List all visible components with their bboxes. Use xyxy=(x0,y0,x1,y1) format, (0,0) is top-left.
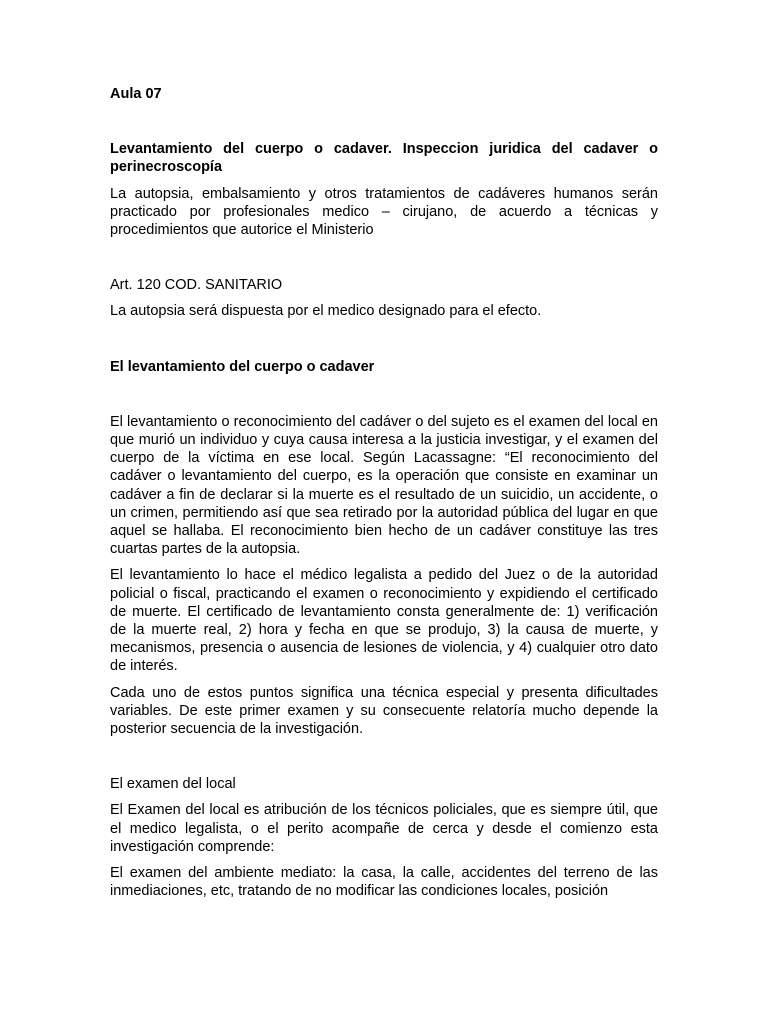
body-paragraph: Cada uno de estos puntos significa una técnica especial y presenta dificultades variables. De este primer examen y su consecuente relatoría mucho depende la posterior secuencia de la investigación. xyxy=(110,684,658,738)
local-heading: El examen del local xyxy=(110,776,236,793)
body-paragraph: El Examen del local es atribución de los técnicos policiales, que es siempre útil, que el medico legalista, o el perito acompañe de cerca y desde el comienzo esta investigación comprende: xyxy=(110,802,658,855)
intro-paragraph: La autopsia, embalsamiento y otros tratamientos de cadáveres humanos serán practicado por profesionales medico – cirujano, de acuerdo a técnicas y procedimientos que autorice el Ministerio xyxy=(110,185,658,239)
class-title: Aula 07 xyxy=(110,86,162,102)
article-text: La autopsia será dispuesta por el medico designado para el efecto. xyxy=(110,303,542,320)
body-paragraph: El examen del ambiente mediato: la casa, la calle, accidentes del terreno de las inmediaciones, etc, tratando de no modificar las condiciones locales, posición xyxy=(110,865,658,900)
section-heading: Levantamiento del cuerpo o cadaver. Inspeccion juridica del cadaver o perinecroscopía xyxy=(110,141,658,176)
article-reference: Art. 120 COD. SANITARIO xyxy=(110,277,283,294)
body-paragraph: El levantamiento lo hace el médico legalista a pedido del Juez o de la autoridad policial o fiscal, practicando el examen o reconocimiento y expidiendo el certificado de muerte. El certificado de levantamiento consta generalmente de: 1) verificación de la muerte real, 2) hora y fecha en que se produjo, 3) la causa de muerte, y mecanismos, presencia o ausencia de lesiones de violencia, y 4) cualquier otro dato de interés. xyxy=(110,567,658,675)
document-page xyxy=(110,85,658,901)
body-paragraph: El levantamiento o reconocimiento del cadáver o del sujeto es el examen del local en que murió un individuo y cuya causa interesa a la justicia investigar, y el examen del cuerpo de la víctima en ese local. Según Lacassagne: “El reconocimiento del cadáver o levantamiento del cuerpo, es la operación que consiste en examinar un cadáver a fin de declarar si la muerte es el resultado de un suicidio, un accidente, o un crimen, permitiendo así que sea retirado por la autoridad pública del lugar en que aquel se hallaba. El reconocimiento bien hecho de un cadáver constituye las tres cuartas partes de la autopsia. xyxy=(110,413,658,558)
subheading: El levantamiento del cuerpo o cadaver xyxy=(110,358,375,375)
